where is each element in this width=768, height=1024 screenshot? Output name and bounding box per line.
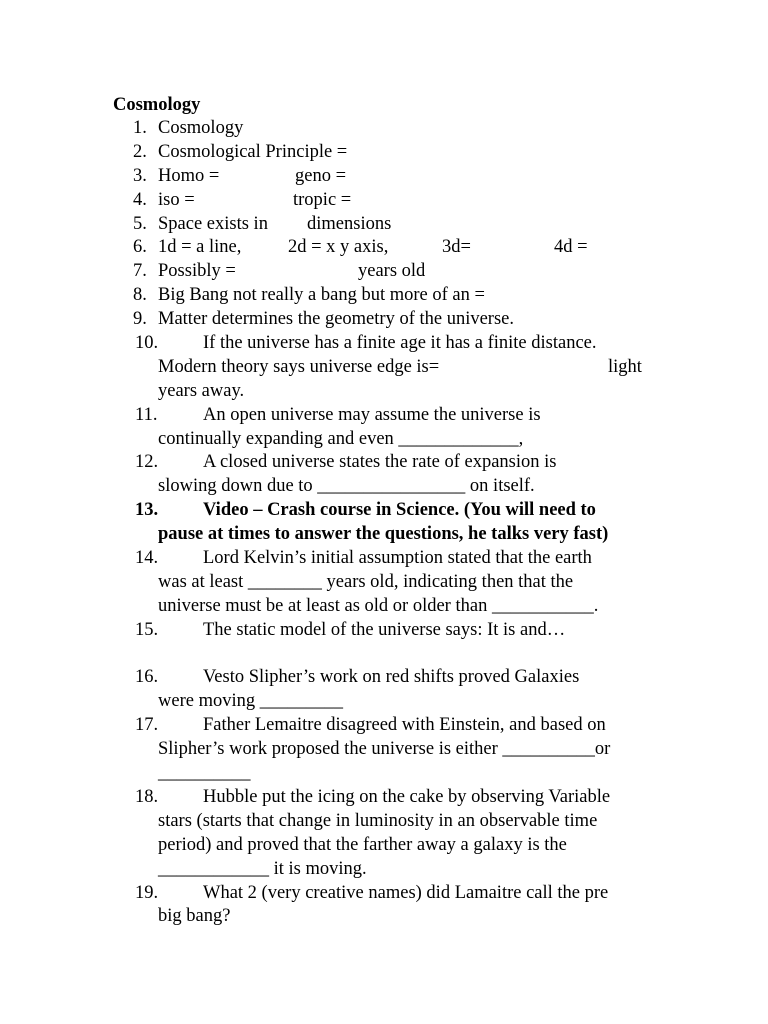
item-number: 2. <box>133 141 147 162</box>
item-text-line-2: were moving _________ <box>158 691 343 712</box>
item-number: 5. <box>133 213 147 234</box>
item-text-line-3: years away. <box>158 380 245 401</box>
item-number: 12. <box>135 452 159 473</box>
list-item-12 <box>0 451 768 499</box>
item-text-line-2: slowing down due to ________________ on itself. <box>158 476 535 497</box>
item-text-line-1: If the universe has a finite age it has a finite distance. <box>203 333 597 354</box>
item-text-line-2: big bang? <box>158 906 231 927</box>
item-text-line-1: The static model of the universe says: It is and… <box>203 619 566 640</box>
item-text-years-old: years old <box>358 261 426 282</box>
item-text-2d: 2d = x y axis, <box>288 237 389 258</box>
item-text-homo: Homo = <box>158 165 220 186</box>
item-text-iso: iso = <box>158 189 195 210</box>
item-text-line-2: pause at times to answer the questions, he talks very fast) <box>158 524 609 545</box>
list-item-5 <box>0 213 768 237</box>
blank-line <box>0 643 768 667</box>
item-text-geno: geno = <box>295 165 347 186</box>
item-text: Cosmological Principle = <box>158 141 348 162</box>
item-text-line-2: Slipher’s work proposed the universe is either __________or <box>158 739 611 760</box>
item-text-tropic: tropic = <box>293 189 352 210</box>
item-number: 8. <box>133 285 147 306</box>
item-number: 17. <box>135 715 159 736</box>
item-text-line-1: Father Lemaitre disagreed with Einstein, and based on <box>203 715 606 736</box>
item-text-space: Space exists in <box>158 213 268 234</box>
item-number: 15. <box>135 619 159 640</box>
item-text-line-1: Vesto Slipher’s work on red shifts proved Galaxies <box>203 667 580 688</box>
item-number: 6. <box>133 237 147 258</box>
list-item-15 <box>0 619 768 643</box>
list-item-18 <box>0 786 768 882</box>
item-text-line-2: stars (starts that change in luminosity in an observable time <box>158 810 598 831</box>
item-text-line-4: ____________ it is moving. <box>158 858 367 879</box>
list-item-19 <box>0 882 768 930</box>
document-title: Cosmology <box>113 95 201 115</box>
list-item-7 <box>0 260 768 284</box>
item-text-dimensions: dimensions <box>307 213 392 234</box>
list-item-13 <box>0 499 768 547</box>
item-number: 16. <box>135 667 159 688</box>
item-text-line-1: What 2 (very creative names) did Lamaitre call the pre <box>203 882 609 903</box>
item-text-line-3: __________ <box>158 763 251 784</box>
item-number: 7. <box>133 261 147 282</box>
list-item-6 <box>0 236 768 260</box>
item-number: 13. <box>135 500 159 521</box>
item-text: Big Bang not really a bang but more of an = <box>158 285 485 306</box>
list-item-4 <box>0 189 768 213</box>
item-number: 11. <box>135 404 158 425</box>
list-item-17 <box>0 714 768 786</box>
item-number: 3. <box>133 165 147 186</box>
item-number: 10. <box>135 333 159 354</box>
list-item-10 <box>0 332 768 404</box>
item-text-line-1: An open universe may assume the universe is <box>203 404 541 425</box>
item-number: 18. <box>135 786 159 807</box>
item-text-3d: 3d= <box>442 237 471 258</box>
item-text-line-1: Lord Kelvin’s initial assumption stated that the earth <box>203 548 592 569</box>
list-item-9 <box>0 308 768 332</box>
item-number: 19. <box>135 882 159 903</box>
list-item-3 <box>0 165 768 189</box>
item-text: Cosmology <box>158 118 244 138</box>
item-text-line-1: Hubble put the icing on the cake by observing Variable <box>203 786 611 807</box>
list-item-16 <box>0 666 768 714</box>
list-item-1 <box>0 117 768 141</box>
item-text-1d: 1d = a line, <box>158 237 242 258</box>
list-item-11 <box>0 404 768 452</box>
item-text-line-2: Modern theory says universe edge is= <box>158 356 440 377</box>
item-number: 9. <box>133 309 147 330</box>
list-item-14 <box>0 547 768 619</box>
item-text-light: light <box>608 356 642 377</box>
item-text-possibly: Possibly = <box>158 261 236 282</box>
item-text-line-1: A closed universe states the rate of expansion is <box>203 452 557 473</box>
item-text-line-2: continually expanding and even _____________, <box>158 428 524 449</box>
item-text-4d: 4d = <box>554 237 588 258</box>
question-list <box>0 117 768 929</box>
item-text-line-2: was at least ________ years old, indicating then that the <box>158 571 574 592</box>
item-number: 4. <box>133 189 147 210</box>
item-text: Matter determines the geometry of the universe. <box>158 309 514 330</box>
list-item-2 <box>0 141 768 165</box>
list-item-8 <box>0 284 768 308</box>
item-text-line-3: period) and proved that the farther away a galaxy is the <box>158 834 567 855</box>
item-number: 1. <box>133 118 147 138</box>
item-text-line-1: Video – Crash course in Science. (You will need to <box>203 500 596 521</box>
item-text-line-3: universe must be at least as old or older than ___________. <box>158 595 599 616</box>
item-number: 14. <box>135 548 159 569</box>
